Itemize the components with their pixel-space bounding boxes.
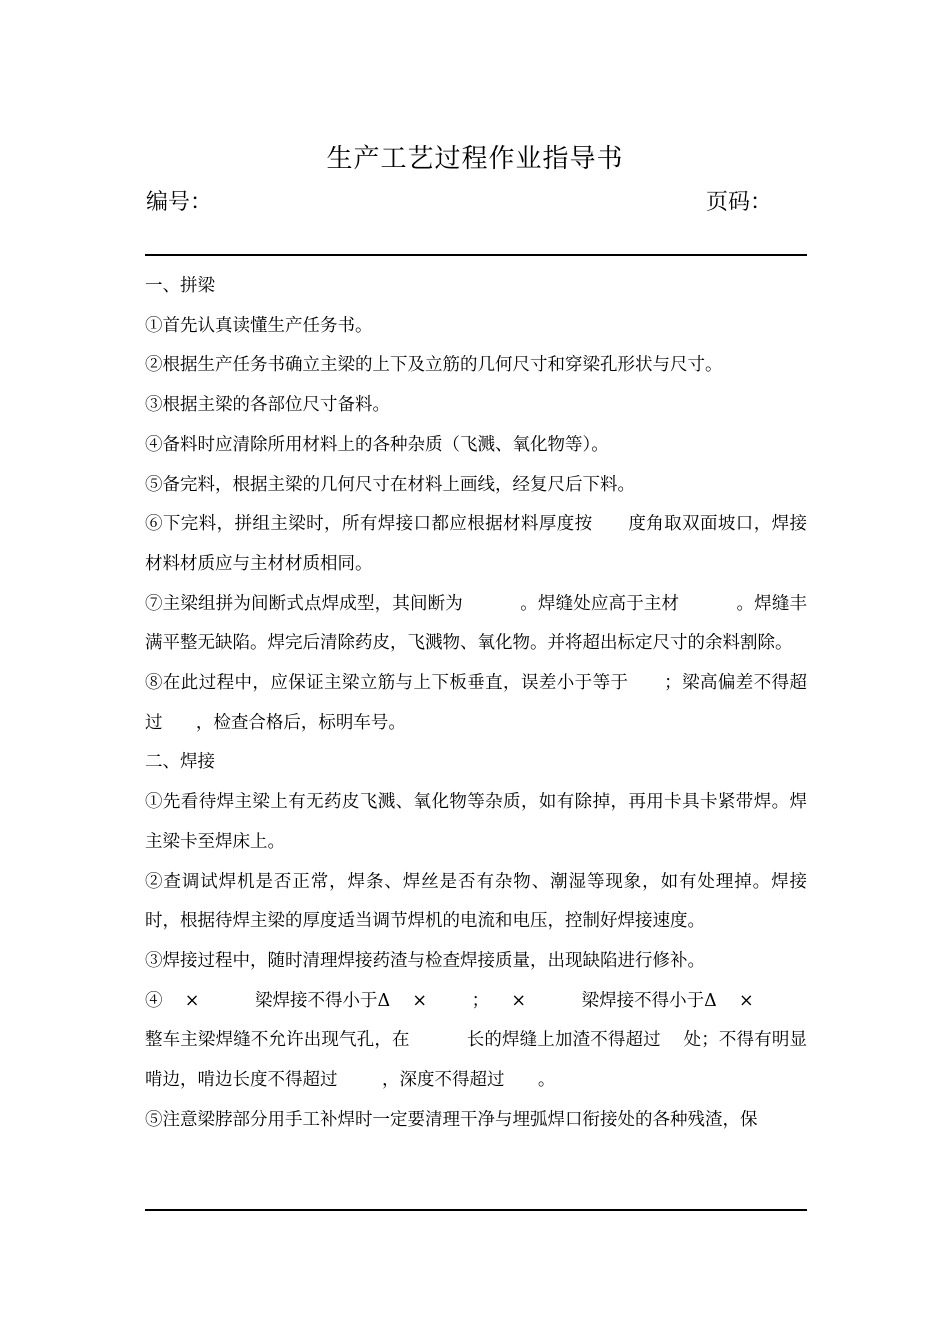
section-heading-welding: 二、焊接 bbox=[145, 752, 215, 773]
paragraph: ⑤注意梁脖部分用手工补焊时一定要清理干净与埋弧焊口衔接处的各种残渣，保 bbox=[145, 1109, 758, 1130]
paragraph: ⑧在此过程中，应保证主梁立筋与上下板垂直，误差小于等于 ；梁高偏差不得超过 ，检查合格后，标明车号。 bbox=[145, 673, 807, 733]
header-divider bbox=[145, 254, 807, 256]
section-heading-assembly: 一、拼梁 bbox=[145, 276, 215, 296]
paragraph: ③根据主梁的各部位尺寸备料。 bbox=[145, 395, 390, 416]
paragraph: ⑤备完料，根据主梁的几何尺寸在材料上画线，经复尺后下料。 bbox=[145, 474, 635, 495]
paragraph: 整车主梁焊缝不允许出现气孔，在 长的焊缝上加渣不得超过 处；不得有明显啃边，啃边长度不得超过 ，深度不得超过 。 bbox=[145, 1030, 807, 1091]
page-number-label: 页码： bbox=[706, 190, 773, 215]
document-body bbox=[145, 267, 807, 1140]
paragraph: ①首先认真读懂生产任务书。 bbox=[145, 315, 373, 336]
paragraph: ⑥下完料，拼组主梁时，所有焊接口都应根据材料厚度按 度角取双面坡口，焊接材料材质应与主材材质相同。 bbox=[145, 514, 807, 574]
paragraph: ③焊接过程中，随时清理焊接药渣与检查焊接质量，出现缺陷进行修补。 bbox=[145, 950, 705, 971]
footer-divider bbox=[145, 1209, 807, 1211]
paragraph: ①先看待焊主梁上有无药皮飞溅、氧化物等杂质，如有除掉，再用卡具卡紧带焊。焊主梁卡至焊床上。 bbox=[145, 792, 807, 852]
paragraph: ④备料时应清除所用材料上的各种杂质（飞溅、氧化物等）。 bbox=[145, 434, 609, 455]
paragraph: ④ × 梁焊接不得小于Δ × ； × 梁焊接不得小于Δ × bbox=[145, 990, 754, 1011]
paragraph: ②查调试焊机是否正常，焊条、焊丝是否有杂物、潮湿等现象，如有处理掉。焊接时，根据待焊主梁的厚度适当调节焊机的电流和电压，控制好焊接速度。 bbox=[145, 871, 807, 932]
document-title: 生产工艺过程作业指导书 bbox=[326, 144, 624, 174]
document-number-label: 编号： bbox=[146, 190, 213, 215]
paragraph: ②根据生产任务书确立主梁的上下及立筋的几何尺寸和穿梁孔形状与尺寸。 bbox=[145, 355, 723, 376]
paragraph: ⑦主梁组拼为间断式点焊成型，其间断为 。焊缝处应高于主材 。焊缝丰满平整无缺陷。焊完后清除药皮，飞溅物、氧化物。并将超出标定尺寸的余料割除。 bbox=[145, 593, 807, 654]
